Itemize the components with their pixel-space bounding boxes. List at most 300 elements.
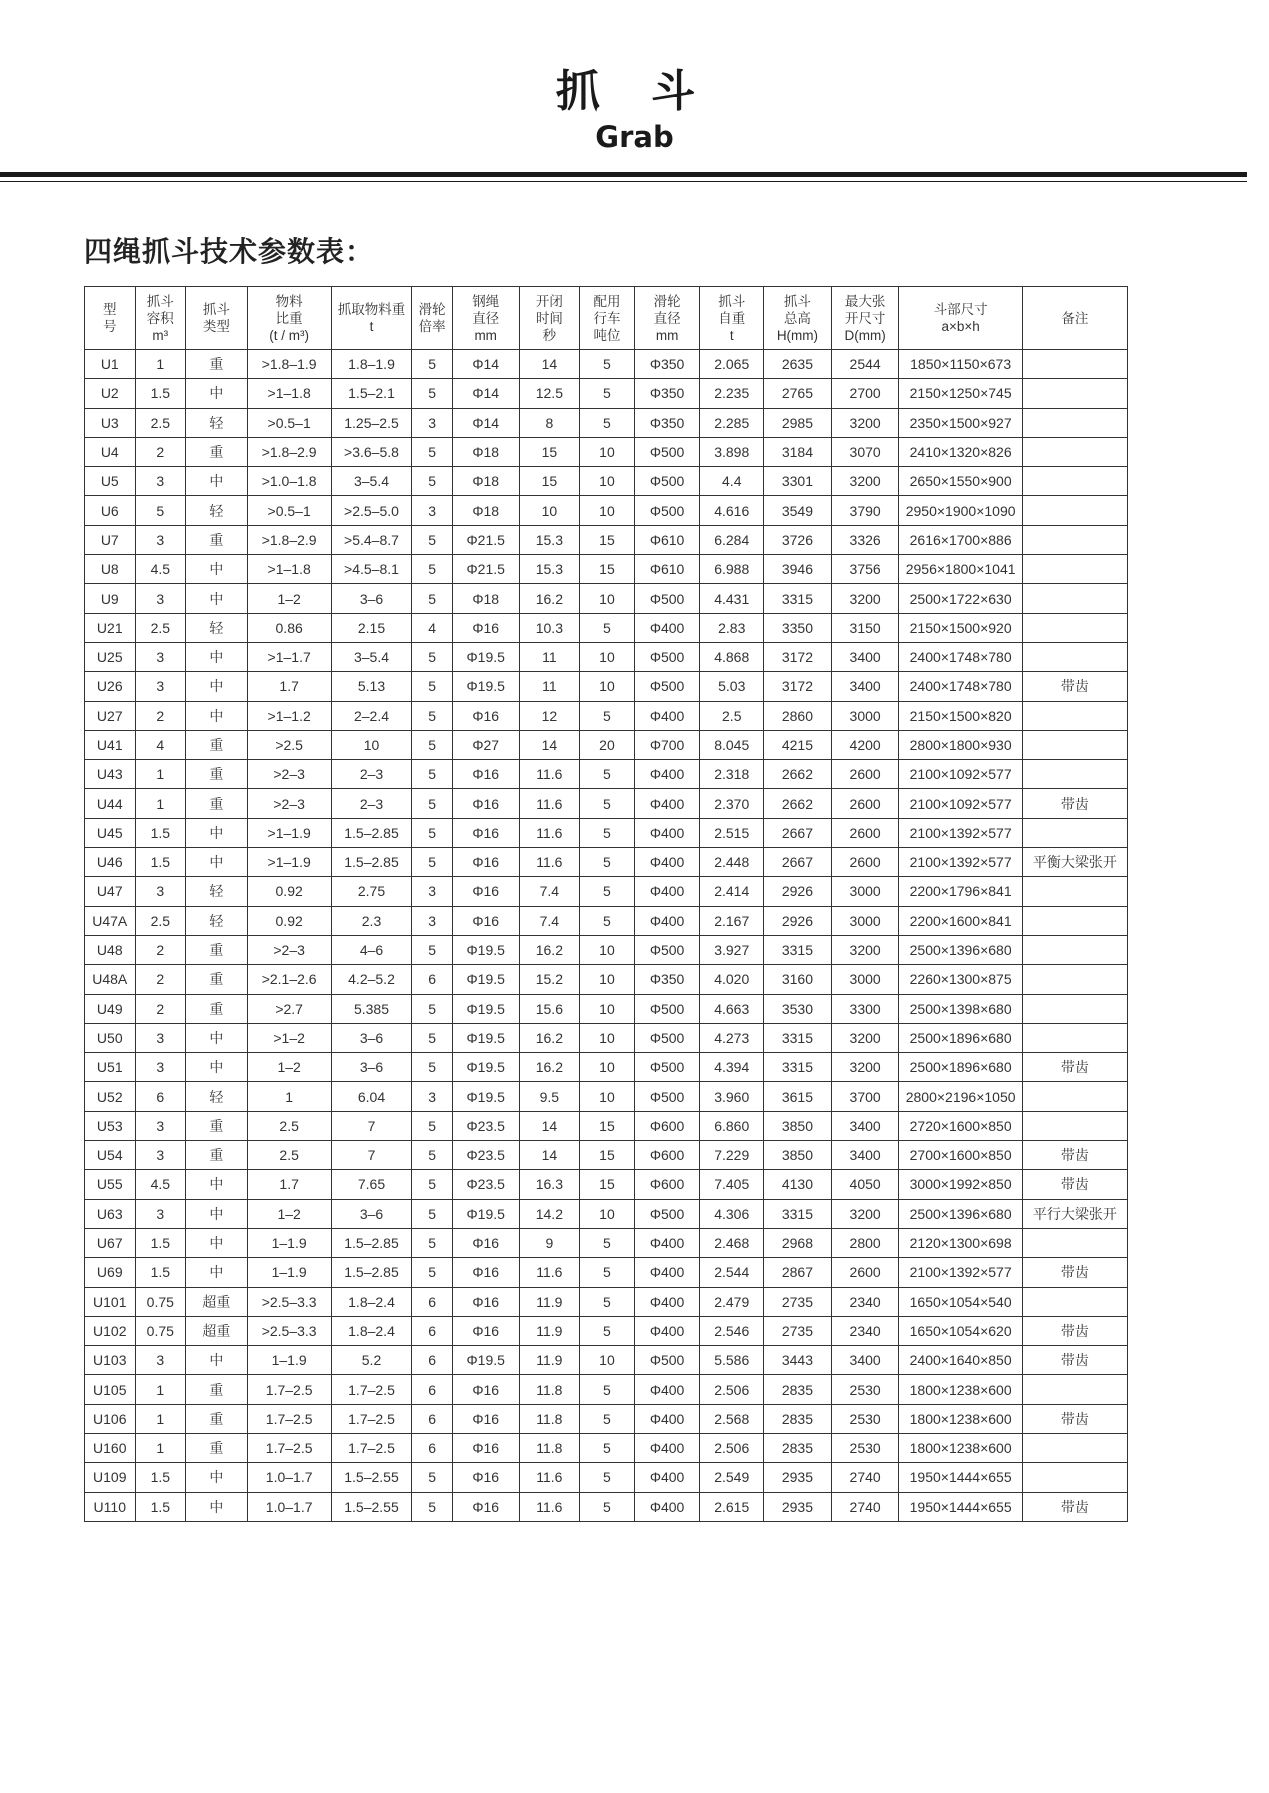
table-cell: U3: [85, 408, 136, 437]
table-cell: 1: [135, 1404, 186, 1433]
table-cell: Φ16: [452, 1492, 519, 1521]
table-row: [85, 935, 1128, 964]
table-cell: 1.5–2.55: [331, 1463, 412, 1492]
table-cell: 中: [186, 818, 248, 847]
table-cell: 5: [580, 613, 635, 642]
table-cell: Φ400: [634, 613, 700, 642]
column-header-line: 自重: [718, 310, 746, 326]
table-cell: U6: [85, 496, 136, 525]
table-cell: 6: [135, 1082, 186, 1111]
table-cell: >1–2: [247, 1023, 331, 1052]
table-cell: >1.0–1.8: [247, 467, 331, 496]
table-cell: 2200×1796×841: [899, 877, 1022, 906]
table-cell: 5: [412, 1228, 452, 1257]
table-cell: Φ19.5: [452, 672, 519, 701]
column-header: [331, 287, 412, 350]
table-cell: >1–1.9: [247, 848, 331, 877]
table-cell: 1.5: [135, 818, 186, 847]
table-cell: 2667: [764, 848, 832, 877]
table-cell: 3–6: [331, 1199, 412, 1228]
table-cell: 3000: [831, 965, 899, 994]
table-cell: 2.506: [700, 1375, 764, 1404]
table-cell: 5: [412, 467, 452, 496]
table-cell: 2100×1092×577: [899, 760, 1022, 789]
table-cell: 中: [186, 701, 248, 730]
table-cell: 中: [186, 1053, 248, 1082]
table-cell: 中: [186, 1258, 248, 1287]
table-cell: 5: [412, 525, 452, 554]
table-cell: Φ16: [452, 613, 519, 642]
table-cell: [1022, 1111, 1127, 1140]
table-cell: 14: [519, 1111, 580, 1140]
table-cell: 1: [135, 350, 186, 379]
table-cell: 2950×1900×1090: [899, 496, 1022, 525]
table-cell: >5.4–8.7: [331, 525, 412, 554]
table-cell: 2720×1600×850: [899, 1111, 1022, 1140]
table-cell: 3315: [764, 935, 832, 964]
column-header-line: 号: [103, 319, 117, 334]
table-cell: 7.4: [519, 877, 580, 906]
table-row: [85, 467, 1128, 496]
table-cell: 2600: [831, 818, 899, 847]
table-cell: 1–2: [247, 1199, 331, 1228]
table-cell: 5.2: [331, 1346, 412, 1375]
table-cell: [1022, 935, 1127, 964]
table-cell: 2800: [831, 1228, 899, 1257]
table-cell: 3: [135, 467, 186, 496]
table-cell: 14: [519, 350, 580, 379]
table-cell: 15.6: [519, 994, 580, 1023]
table-cell: 3756: [831, 555, 899, 584]
table-cell: U105: [85, 1375, 136, 1404]
table-cell: Φ400: [634, 1228, 700, 1257]
column-header-line: 时间: [535, 310, 563, 326]
table-cell: [1022, 877, 1127, 906]
table-cell: Φ400: [634, 1463, 700, 1492]
column-header-line: mm: [474, 327, 497, 343]
table-cell: 10: [580, 994, 635, 1023]
table-cell: Φ600: [634, 1111, 700, 1140]
table-cell: 5: [412, 379, 452, 408]
table-cell: 2400×1640×850: [899, 1346, 1022, 1375]
table-cell: Φ500: [634, 935, 700, 964]
table-cell: 2800×2196×1050: [899, 1082, 1022, 1111]
table-cell: Φ500: [634, 496, 700, 525]
table-cell: 5: [412, 701, 452, 730]
table-cell: 2: [135, 701, 186, 730]
table-cell: 2.468: [700, 1228, 764, 1257]
table-cell: 16.2: [519, 1053, 580, 1082]
table-cell: 3946: [764, 555, 832, 584]
table-cell: 3850: [764, 1111, 832, 1140]
table-cell: 重: [186, 760, 248, 789]
table-cell: 2–2.4: [331, 701, 412, 730]
table-cell: 重: [186, 1141, 248, 1170]
table-cell: 重: [186, 1433, 248, 1462]
table-cell: 2.370: [700, 789, 764, 818]
table-cell: 2835: [764, 1404, 832, 1433]
table-cell: 3: [135, 672, 186, 701]
table-cell: 5: [412, 350, 452, 379]
table-cell: Φ19.5: [452, 1346, 519, 1375]
table-cell: 2400×1748×780: [899, 672, 1022, 701]
table-cell: 重: [186, 525, 248, 554]
table-cell: 20: [580, 730, 635, 759]
table-cell: 4.020: [700, 965, 764, 994]
table-cell: 4.431: [700, 584, 764, 613]
table-cell: 3: [135, 877, 186, 906]
table-cell: 3726: [764, 525, 832, 554]
table-cell: >2–3: [247, 789, 331, 818]
table-cell: 15: [580, 1141, 635, 1170]
table-cell: 1.25–2.5: [331, 408, 412, 437]
column-header-line: 型: [103, 302, 117, 317]
table-cell: 2500×1398×680: [899, 994, 1022, 1023]
table-cell: 5: [412, 1053, 452, 1082]
table-cell: 中: [186, 848, 248, 877]
table-cell: [1022, 437, 1127, 466]
table-cell: 5: [412, 1111, 452, 1140]
table-cell: 10: [580, 1199, 635, 1228]
table-cell: 重: [186, 789, 248, 818]
column-header-line: 钢绳: [472, 293, 500, 309]
table-cell: >1–1.2: [247, 701, 331, 730]
table-cell: 5.13: [331, 672, 412, 701]
column-header-line: 直径: [472, 310, 500, 326]
column-header-line: 备注: [1061, 310, 1089, 326]
table-cell: 2.515: [700, 818, 764, 847]
table-cell: 1: [135, 789, 186, 818]
table-cell: Φ350: [634, 350, 700, 379]
table-cell: 3301: [764, 467, 832, 496]
column-header-line: (t / m³): [269, 327, 310, 343]
table-cell: 5: [580, 1316, 635, 1345]
table-cell: 2410×1320×826: [899, 437, 1022, 466]
column-header-line: 滑轮: [653, 293, 681, 309]
column-header-line: 物料: [275, 293, 303, 309]
table-cell: >2–3: [247, 760, 331, 789]
column-header: [899, 287, 1022, 350]
table-cell: 1.5–2.85: [331, 1228, 412, 1257]
table-cell: 2150×1250×745: [899, 379, 1022, 408]
table-cell: 2.235: [700, 379, 764, 408]
spec-table: [84, 286, 1128, 1522]
table-cell: >1–1.7: [247, 642, 331, 671]
table-cell: U63: [85, 1199, 136, 1228]
column-header-line: 抓斗: [202, 302, 230, 317]
table-cell: 带齿: [1022, 1141, 1127, 1170]
table-cell: 10: [580, 1346, 635, 1375]
table-cell: 5: [580, 1463, 635, 1492]
table-cell: [1022, 1082, 1127, 1111]
table-cell: 2935: [764, 1463, 832, 1492]
table-cell: 7: [331, 1141, 412, 1170]
table-cell: 5: [135, 496, 186, 525]
table-cell: 7: [331, 1111, 412, 1140]
table-cell: 7.405: [700, 1170, 764, 1199]
table-cell: 3: [135, 1053, 186, 1082]
table-cell: 平衡大梁张开: [1022, 848, 1127, 877]
table-cell: 2150×1500×920: [899, 613, 1022, 642]
table-cell: U101: [85, 1287, 136, 1316]
table-cell: Φ16: [452, 701, 519, 730]
table-cell: 3615: [764, 1082, 832, 1111]
table-cell: >2.5: [247, 730, 331, 759]
table-cell: 10: [580, 642, 635, 671]
table-cell: 5.385: [331, 994, 412, 1023]
table-cell: 3000: [831, 701, 899, 730]
table-cell: 6: [412, 1316, 452, 1345]
table-cell: U106: [85, 1404, 136, 1433]
table-cell: 4.5: [135, 555, 186, 584]
table-cell: 5: [412, 935, 452, 964]
table-row: [85, 906, 1128, 935]
page-subtitle: Grab: [595, 120, 674, 154]
table-row: [85, 1287, 1128, 1316]
table-cell: 5: [580, 1287, 635, 1316]
table-cell: 6.860: [700, 1111, 764, 1140]
table-row: [85, 555, 1128, 584]
column-header: [135, 287, 186, 350]
table-cell: 15: [519, 437, 580, 466]
table-cell: Φ400: [634, 701, 700, 730]
table-cell: [1022, 525, 1127, 554]
table-cell: 4: [412, 613, 452, 642]
table-cell: 3172: [764, 672, 832, 701]
table-cell: 11.6: [519, 760, 580, 789]
table-cell: [1022, 1287, 1127, 1316]
table-cell: 14: [519, 730, 580, 759]
table-cell: 3: [135, 1346, 186, 1375]
table-cell: 中: [186, 555, 248, 584]
table-cell: Φ16: [452, 1316, 519, 1345]
table-cell: 2635: [764, 350, 832, 379]
table-cell: 1.5: [135, 1463, 186, 1492]
table-cell: 轻: [186, 877, 248, 906]
table-cell: 轻: [186, 1082, 248, 1111]
table-cell: U47: [85, 877, 136, 906]
table-row: [85, 496, 1128, 525]
table-cell: Φ400: [634, 1287, 700, 1316]
table-cell: 5: [580, 1492, 635, 1521]
table-cell: 3315: [764, 1053, 832, 1082]
table-cell: 3400: [831, 1346, 899, 1375]
table-row: [85, 877, 1128, 906]
table-cell: Φ350: [634, 965, 700, 994]
table-cell: 重: [186, 994, 248, 1023]
table-cell: Φ400: [634, 818, 700, 847]
table-cell: U9: [85, 584, 136, 613]
table-cell: 1.7–2.5: [331, 1404, 412, 1433]
table-cell: 2662: [764, 789, 832, 818]
table-cell: 15: [580, 555, 635, 584]
table-cell: 2400×1748×780: [899, 642, 1022, 671]
header-rule-thick: [0, 172, 1247, 177]
table-cell: 轻: [186, 496, 248, 525]
column-header: [1022, 287, 1127, 350]
table-cell: 2500×1396×680: [899, 1199, 1022, 1228]
table-cell: 2530: [831, 1433, 899, 1462]
table-cell: 3400: [831, 672, 899, 701]
table-cell: Φ16: [452, 789, 519, 818]
table-cell: 11.9: [519, 1346, 580, 1375]
table-cell: 2765: [764, 379, 832, 408]
table-cell: 15.3: [519, 555, 580, 584]
table-cell: 1950×1444×655: [899, 1492, 1022, 1521]
column-header-line: 类型: [202, 319, 230, 334]
table-cell: 重: [186, 1111, 248, 1140]
table-row: [85, 1404, 1128, 1433]
table-cell: 2500×1396×680: [899, 935, 1022, 964]
table-cell: Φ19.5: [452, 1199, 519, 1228]
table-cell: >4.5–8.1: [331, 555, 412, 584]
table-cell: 1–1.9: [247, 1346, 331, 1375]
table-cell: 5: [412, 789, 452, 818]
table-row: [85, 1170, 1128, 1199]
table-cell: Φ14: [452, 350, 519, 379]
table-cell: 2–3: [331, 789, 412, 818]
table-cell: 1.5: [135, 1492, 186, 1521]
table-cell: 2956×1800×1041: [899, 555, 1022, 584]
table-cell: 5: [412, 1170, 452, 1199]
table-cell: U48A: [85, 965, 136, 994]
table-cell: 2600: [831, 760, 899, 789]
table-cell: 3–6: [331, 1053, 412, 1082]
table-cell: Φ27: [452, 730, 519, 759]
table-cell: 4.2–5.2: [331, 965, 412, 994]
table-cell: >1–1.9: [247, 818, 331, 847]
table-cell: 超重: [186, 1316, 248, 1345]
table-cell: 2.544: [700, 1258, 764, 1287]
table-cell: 中: [186, 1228, 248, 1257]
table-cell: 16.2: [519, 1023, 580, 1052]
table-cell: 5: [412, 1258, 452, 1287]
table-cell: Φ16: [452, 1404, 519, 1433]
table-cell: 2340: [831, 1316, 899, 1345]
table-row: [85, 1199, 1128, 1228]
table-cell: 4.394: [700, 1053, 764, 1082]
table-cell: Φ400: [634, 1433, 700, 1462]
table-cell: 5: [412, 1141, 452, 1170]
table-cell: Φ500: [634, 1346, 700, 1375]
table-cell: 2.3: [331, 906, 412, 935]
table-cell: U52: [85, 1082, 136, 1111]
table-cell: 3200: [831, 935, 899, 964]
table-cell: 2544: [831, 350, 899, 379]
table-cell: 1.5: [135, 1228, 186, 1257]
table-cell: 1950×1444×655: [899, 1463, 1022, 1492]
table-cell: Φ16: [452, 1375, 519, 1404]
table-cell: [1022, 906, 1127, 935]
table-cell: 2530: [831, 1404, 899, 1433]
table-cell: 中: [186, 1492, 248, 1521]
table-cell: 2: [135, 935, 186, 964]
table-cell: Φ400: [634, 848, 700, 877]
table-cell: 2735: [764, 1287, 832, 1316]
table-cell: 3.898: [700, 437, 764, 466]
table-cell: 5: [412, 818, 452, 847]
table-cell: 10: [580, 965, 635, 994]
table-cell: 10: [580, 672, 635, 701]
table-cell: Φ400: [634, 789, 700, 818]
table-cell: 14.2: [519, 1199, 580, 1228]
table-cell: 中: [186, 1463, 248, 1492]
table-cell: U43: [85, 760, 136, 789]
table-cell: Φ19.5: [452, 935, 519, 964]
column-header-line: 吨位: [593, 327, 621, 343]
table-cell: 5: [580, 1228, 635, 1257]
table-cell: Φ16: [452, 760, 519, 789]
table-cell: Φ19.5: [452, 965, 519, 994]
table-cell: 1.5: [135, 848, 186, 877]
table-cell: >2–3: [247, 935, 331, 964]
table-cell: 11.8: [519, 1433, 580, 1462]
table-cell: 11.6: [519, 1463, 580, 1492]
table-cell: Φ16: [452, 906, 519, 935]
table-cell: [1022, 965, 1127, 994]
table-cell: 15: [580, 525, 635, 554]
table-cell: 2860: [764, 701, 832, 730]
table-cell: 3.927: [700, 935, 764, 964]
table-cell: 0.75: [135, 1316, 186, 1345]
table-cell: [1022, 760, 1127, 789]
table-row: [85, 350, 1128, 379]
table-cell: 5: [412, 994, 452, 1023]
table-cell: 2.5: [700, 701, 764, 730]
section-title: 四绳抓斗技术参数表：: [84, 235, 375, 268]
table-cell: U110: [85, 1492, 136, 1521]
table-cell: 轻: [186, 408, 248, 437]
table-cell: 3: [412, 496, 452, 525]
table-header: [85, 287, 1128, 350]
table-cell: 重: [186, 730, 248, 759]
table-cell: [1022, 496, 1127, 525]
table-cell: 8: [519, 408, 580, 437]
table-cell: 2662: [764, 760, 832, 789]
table-cell: 1.5–2.85: [331, 848, 412, 877]
table-row: [85, 994, 1128, 1023]
table-cell: 3315: [764, 1199, 832, 1228]
table-cell: Φ500: [634, 1199, 700, 1228]
table-cell: Φ16: [452, 877, 519, 906]
table-cell: 1800×1238×600: [899, 1404, 1022, 1433]
column-header: [247, 287, 331, 350]
table-cell: 6: [412, 1346, 452, 1375]
column-header: [452, 287, 519, 350]
table-cell: 中: [186, 379, 248, 408]
table-cell: 5: [580, 408, 635, 437]
table-cell: 2500×1896×680: [899, 1053, 1022, 1082]
column-header: [85, 287, 136, 350]
table-cell: 3000: [831, 906, 899, 935]
table-cell: U109: [85, 1463, 136, 1492]
table-cell: 3–6: [331, 584, 412, 613]
table-cell: 2667: [764, 818, 832, 847]
table-cell: 2700×1600×850: [899, 1141, 1022, 1170]
table-cell: 3: [135, 584, 186, 613]
table-cell: 3: [412, 1082, 452, 1111]
table-cell: Φ500: [634, 994, 700, 1023]
table-cell: 2100×1092×577: [899, 789, 1022, 818]
table-cell: 5: [412, 1463, 452, 1492]
table-cell: 5: [580, 906, 635, 935]
table-cell: 重: [186, 1404, 248, 1433]
table-cell: 2260×1300×875: [899, 965, 1022, 994]
table-row: [85, 642, 1128, 671]
table-cell: [1022, 350, 1127, 379]
table-cell: 2: [135, 994, 186, 1023]
table-cell: 3326: [831, 525, 899, 554]
